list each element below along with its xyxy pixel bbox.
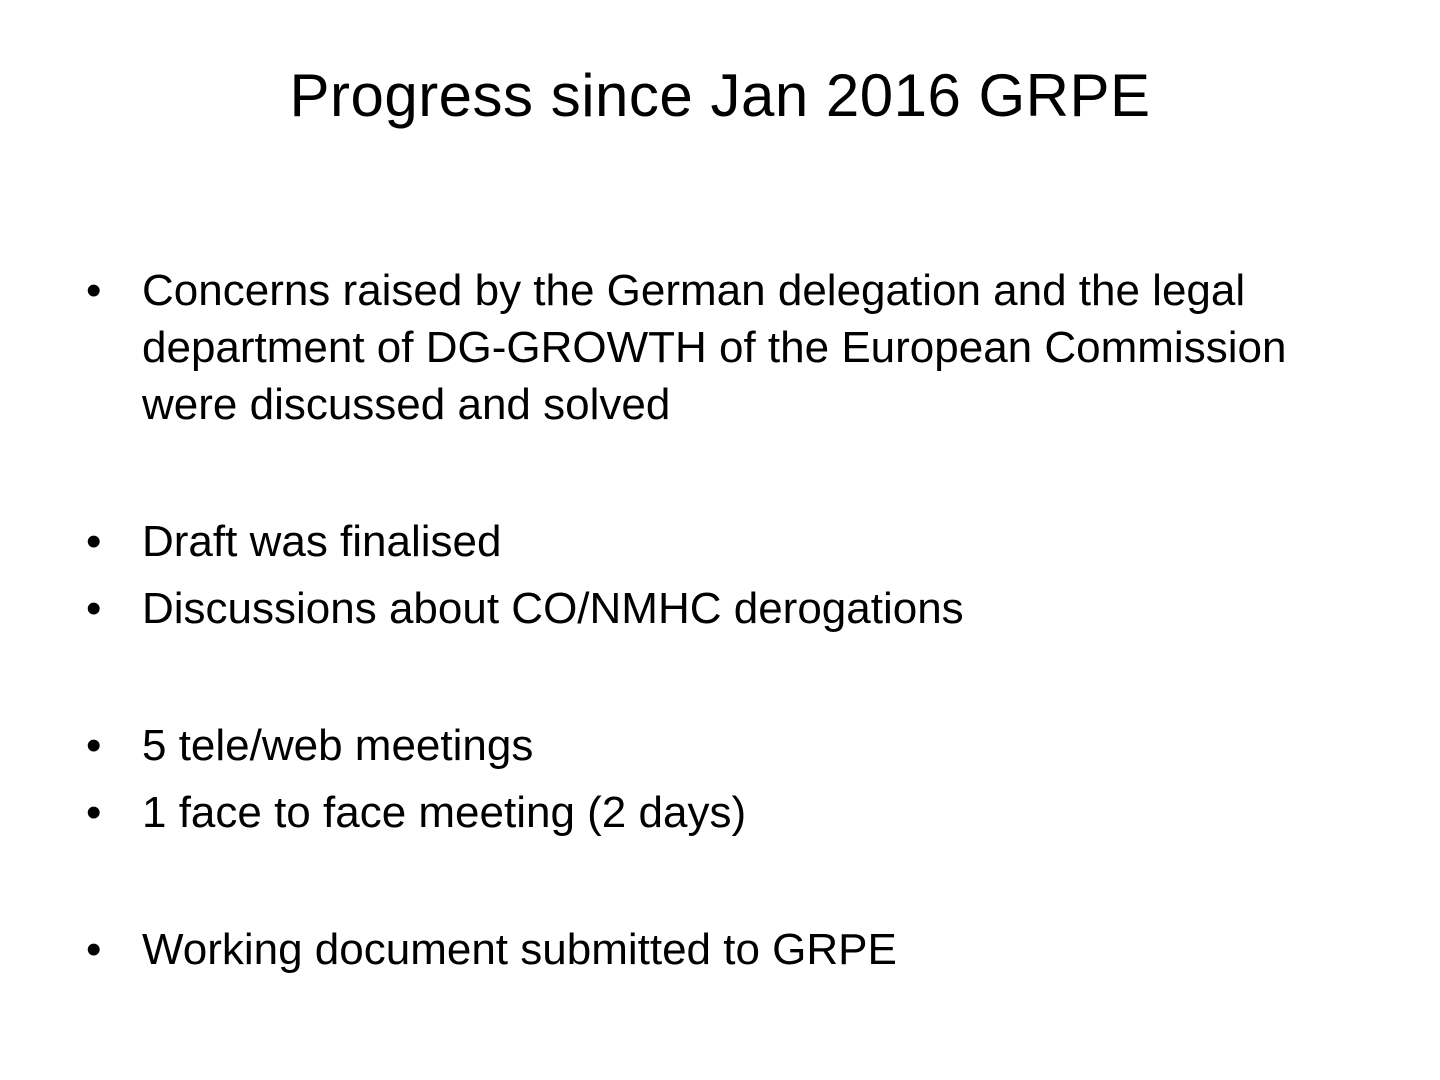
bullet-text: 1 face to face meeting (2 days) [142, 788, 747, 837]
bullet-text: Concerns raised by the German delegation and the legal department of DG-GROWTH of the European Commission were discussed and solved [142, 266, 1287, 429]
bullet-item [80, 784, 1380, 841]
bullet-item [80, 921, 1380, 978]
bullet-text: Working document submitted to GRPE [142, 925, 897, 974]
bullet-dot-icon: • [86, 721, 102, 770]
bullet-item [80, 513, 1380, 570]
bullet-text: Discussions about CO/NMHC derogations [142, 584, 964, 633]
bullet-dot-icon: • [86, 584, 102, 633]
bullet-text: Draft was finalised [142, 517, 502, 566]
bullet-item [80, 580, 1380, 637]
bullet-dot-icon: • [86, 925, 102, 974]
bullet-item [80, 262, 1380, 433]
bullet-item [80, 717, 1380, 774]
slide-title: Progress since Jan 2016 GRPE [289, 62, 1151, 129]
bullet-dot-icon: • [86, 517, 102, 566]
bullet-text: 5 tele/web meetings [142, 721, 534, 770]
bullet-dot-icon: • [86, 788, 102, 837]
bullet-list [80, 262, 1380, 978]
bullet-dot-icon: • [86, 266, 102, 315]
